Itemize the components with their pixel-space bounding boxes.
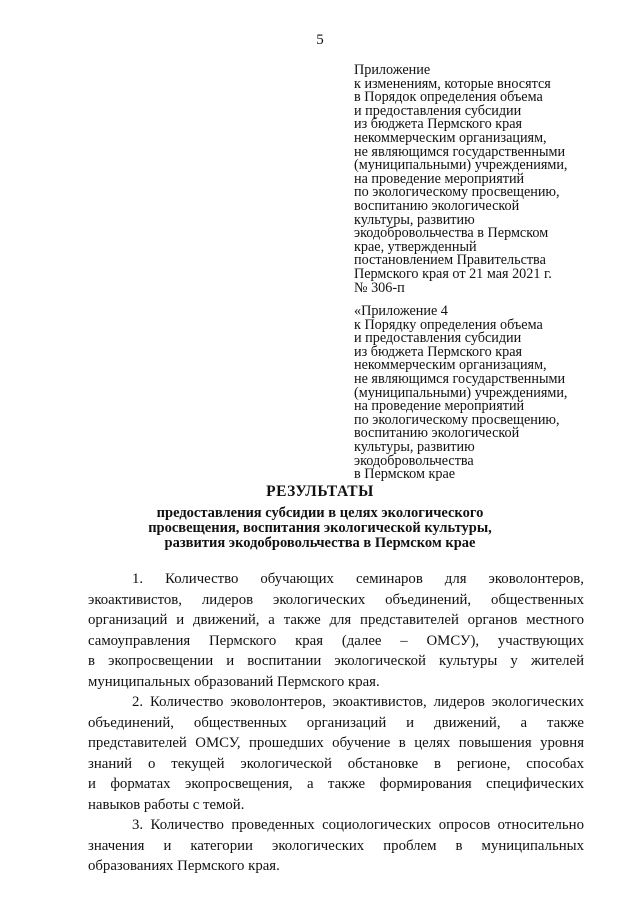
- results-subtitle: [0, 506, 640, 551]
- paragraph-line: муниципальных образований Пермского края.: [88, 673, 380, 690]
- appendix-1-line: воспитанию экологической: [354, 197, 520, 214]
- paragraph-line: и форматах экопросвещения, а также формирования специфических: [88, 776, 584, 792]
- page-number: 5: [316, 32, 324, 48]
- appendix-1-line: не являющимся государственными: [354, 143, 566, 160]
- appendix-2-line: в Пермском крае: [354, 466, 456, 483]
- results-title: РЕЗУЛЬТАТЫ: [266, 483, 374, 500]
- paragraph-line: организаций и движений, а также для представителей органов местного: [88, 612, 584, 628]
- paragraph-line: представителей ОМСУ, прошедших обучение в целях повышения уровня: [88, 735, 584, 751]
- appendix-2-line: и предоставления субсидии: [354, 330, 522, 347]
- paragraph-line: 1. Количество обучающих семинаров для эковолонтеров,: [132, 571, 584, 587]
- paragraph-line: знаний о текущей экологической обстановке в регионе, способах: [88, 755, 584, 772]
- appendix-2-line: к Порядку определения объема: [354, 316, 543, 333]
- appendix-2-line: по экологическому просвещению,: [354, 411, 560, 428]
- appendix-1-line: некоммерческим организациям,: [354, 129, 547, 146]
- appendix-1-line: на проведение мероприятий: [354, 170, 525, 187]
- appendix-1-line: культуры, развитию: [354, 211, 475, 228]
- appendix-1-line: крае, утвержденный: [354, 238, 477, 255]
- result-item-1: [88, 569, 584, 692]
- appendix-1-line: по экологическому просвещению,: [354, 184, 560, 201]
- appendix-2-line: из бюджета Пермского края: [354, 343, 523, 360]
- appendix-header-amendments: [354, 64, 614, 295]
- result-item-2: [88, 692, 584, 815]
- result-item-3: [88, 815, 584, 877]
- appendix-2-line: не являющимся государственными: [354, 370, 566, 387]
- appendix-1-line: Пермского края от 21 мая 2021 г.: [354, 265, 552, 282]
- appendix-1-line: в Порядок определения объема: [354, 89, 543, 106]
- results-subtitle-line: просвещения, воспитания экологической культуры,: [148, 520, 492, 536]
- results-subtitle-line: развития экодобровольчества в Пермском крае: [164, 535, 476, 551]
- appendix-2-line: культуры, развитию: [354, 438, 475, 455]
- appendix-2-line: некоммерческим организациям,: [354, 357, 547, 374]
- appendix-2-line: на проведение мероприятий: [354, 398, 525, 415]
- appendix-1-line: и предоставления субсидии: [354, 102, 522, 119]
- paragraph-line: объединений, общественных организаций и движений, а также: [88, 714, 584, 731]
- paragraph-line: 2. Количество эковолонтеров, экоактивистов, лидеров экологических: [132, 694, 584, 710]
- appendix-1-line: Приложение: [354, 62, 431, 78]
- appendix-1-line: № 306-п: [354, 279, 405, 296]
- appendix-2-line: «Приложение 4: [354, 303, 448, 319]
- appendix-1-line: (муниципальными) учреждениями,: [354, 157, 568, 174]
- paragraph-line: самоуправления Пермского края (далее – ОМСУ), участвующих: [88, 632, 584, 649]
- paragraph-line: 3. Количество проведенных социологических опросов относительно: [132, 817, 584, 833]
- paragraph-line: экоактивистов, лидеров экологических объединений, общественных: [88, 591, 584, 608]
- paragraph-line: в экопросвещении и воспитании экологической культуры у жителей: [88, 653, 584, 669]
- appendix-2-line: (муниципальными) учреждениями,: [354, 384, 568, 401]
- results-list: [88, 569, 584, 877]
- appendix-header-appendix-4: [354, 305, 614, 482]
- appendix-1-line: из бюджета Пермского края: [354, 116, 523, 133]
- results-subtitle-line: предоставления субсидии в целях экологического: [156, 505, 484, 521]
- paragraph-line: навыков работы с темой.: [88, 796, 245, 813]
- appendix-1-line: экодобровольчества в Пермском: [354, 225, 549, 242]
- appendix-1-line: постановлением Правительства: [354, 252, 546, 269]
- appendix-2-line: экодобровольчества: [354, 452, 474, 469]
- appendix-2-line: воспитанию экологической: [354, 425, 520, 442]
- appendix-1-line: к изменениям, которые вносятся: [354, 75, 551, 92]
- paragraph-line: значения и категории экологических проблем в муниципальных: [88, 837, 584, 854]
- paragraph-line: образованиях Пермского края.: [88, 858, 280, 874]
